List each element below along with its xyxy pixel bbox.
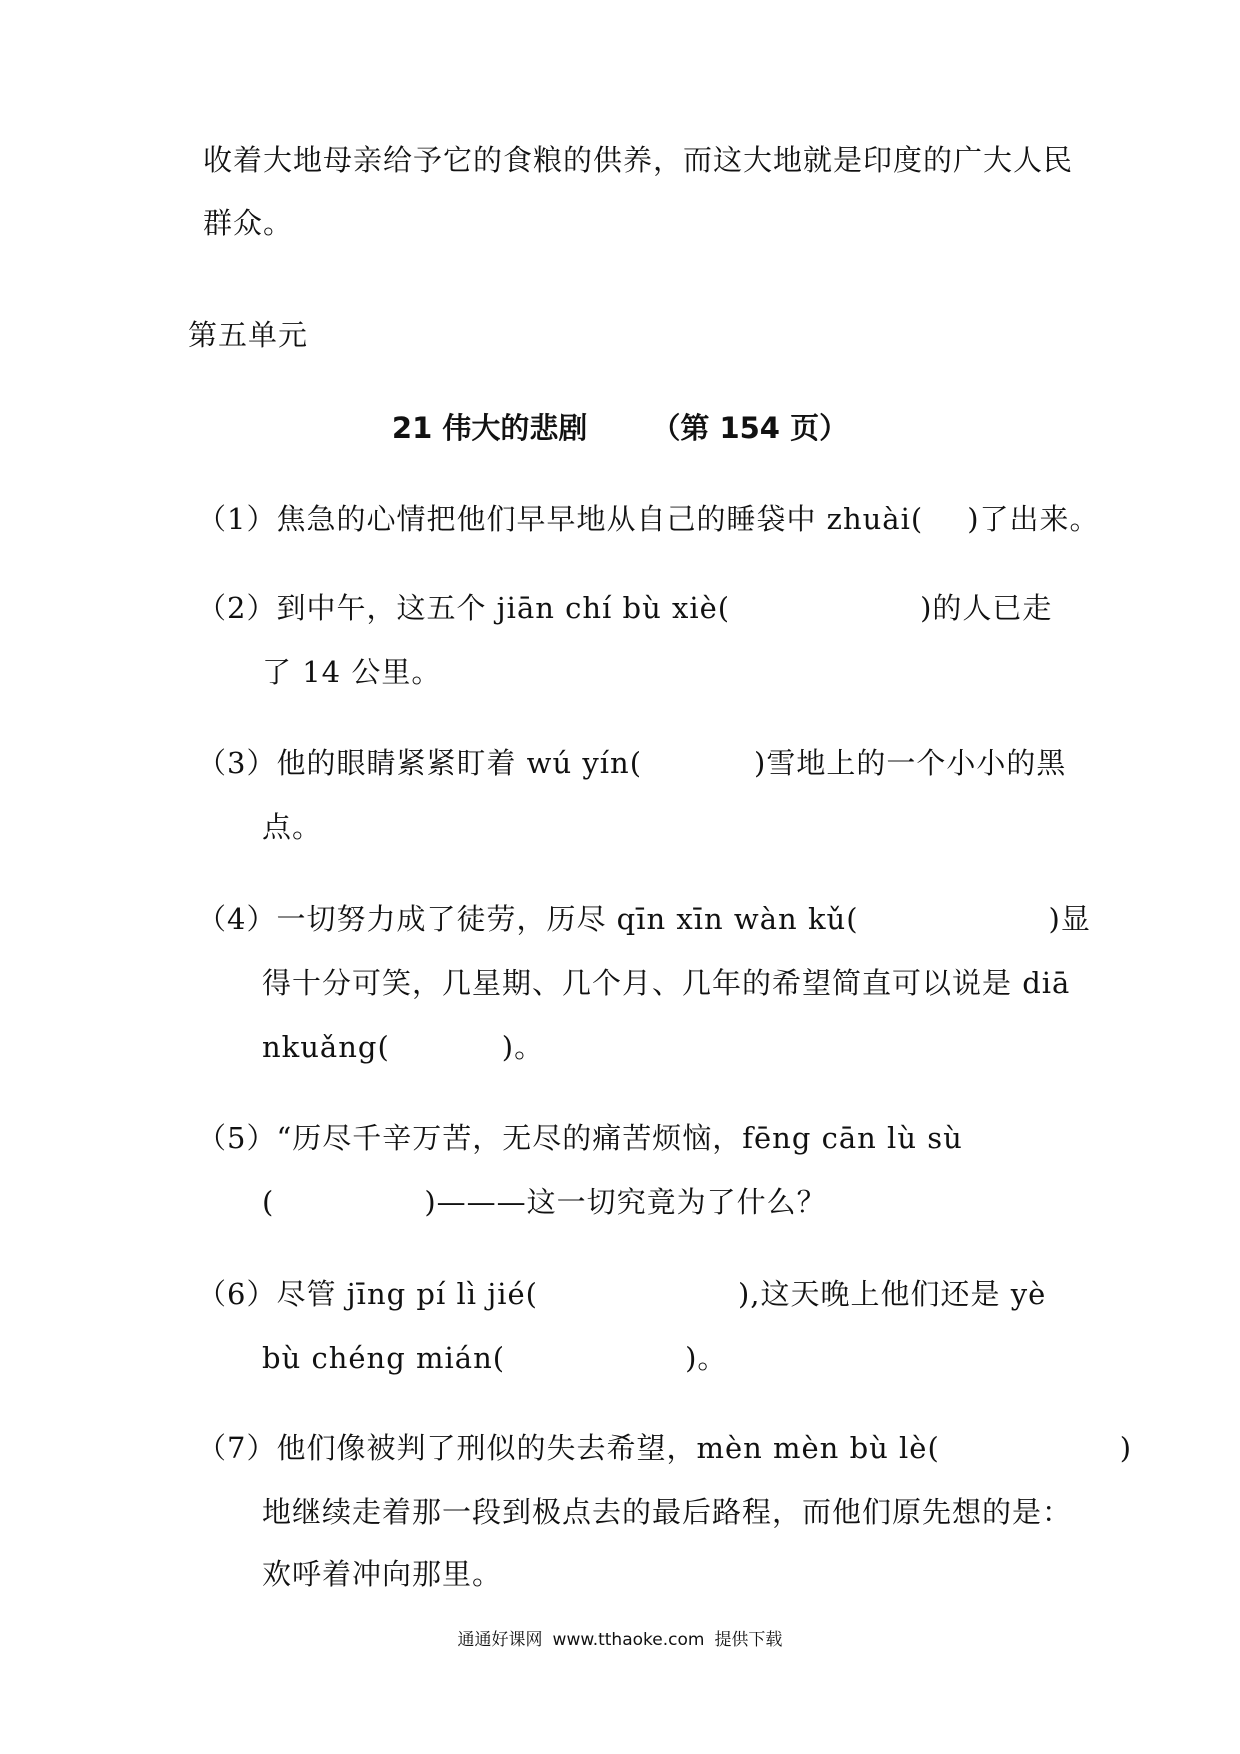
question-number: （3） <box>197 746 277 780</box>
question-text: )雪地上的一个小小的黑 <box>754 746 1067 780</box>
question-7-cont: 地继续走着那一段到极点去的最后路程，而他们原先想的是： <box>262 1495 1073 1529</box>
question-text: 他们像被判了刑似的失去希望，mèn mèn bù lè( <box>276 1431 940 1465</box>
question-2-cont: 了 14 公里。 <box>262 655 442 689</box>
question-text: )。 <box>685 1341 728 1375</box>
question-7-cont-2: 欢呼着冲向那里。 <box>262 1557 503 1591</box>
intro-line-1: 收着大地母亲给予它的食粮的供养，而这大地就是印度的广大人民 <box>203 143 1074 177</box>
question-text: )了出来。 <box>967 502 1100 536</box>
lesson-title-row <box>0 408 1240 448</box>
footer-url[interactable]: www.tthaoke.com <box>552 1630 705 1650</box>
question-number: （1） <box>197 502 277 536</box>
question-text: )的人已走 <box>920 591 1053 625</box>
lesson-page-ref: （第 154 页） <box>651 411 849 445</box>
question-text: ) <box>1119 1431 1133 1465</box>
question-text: 一切努力成了徒劳，历尽 qīn xīn wàn kǔ( <box>276 902 859 936</box>
question-text: nkuǎng( <box>262 1030 390 1064</box>
footer-note: 提供下载 <box>714 1630 783 1650</box>
question-6 <box>197 1274 1046 1314</box>
question-text: )。 <box>501 1030 545 1064</box>
lesson-title: 21 伟大的悲剧 <box>391 411 588 445</box>
question-text: )显 <box>1048 902 1091 936</box>
question-text: 尽管 jīng pí lì jié( <box>276 1277 538 1311</box>
question-number: （4） <box>197 902 277 936</box>
question-text: ( <box>262 1185 275 1219</box>
question-text: )———这一切究竟为了什么？ <box>424 1185 827 1219</box>
question-3 <box>197 743 1066 783</box>
question-number: （6） <box>197 1277 277 1311</box>
question-number: （7） <box>197 1431 277 1465</box>
question-text: 焦急的心情把他们早早地从自己的睡袋中 zhuài( <box>276 502 924 536</box>
question-text: 他的眼睛紧紧盯着 wú yín( <box>276 746 643 780</box>
question-2 <box>197 588 1052 628</box>
footer <box>0 1628 1240 1652</box>
question-6-cont <box>262 1338 727 1378</box>
question-4 <box>197 899 1091 939</box>
question-5-cont <box>262 1182 827 1222</box>
question-text: ),这天晚上他们还是 yè <box>737 1277 1047 1311</box>
footer-site-name: 通通好课网 <box>457 1630 543 1650</box>
question-4-cont-2 <box>262 1027 544 1067</box>
question-text: “历尽千辛万苦，无尽的痛苦烦恼，fēng cān lù sù <box>276 1121 963 1155</box>
question-3-cont: 点。 <box>262 810 323 844</box>
question-7 <box>197 1428 1132 1468</box>
intro-line-2: 群众。 <box>203 206 294 240</box>
question-number: （2） <box>197 591 277 625</box>
question-text: 到中午，这五个 jiān chí bù xiè( <box>276 591 731 625</box>
question-5 <box>197 1118 963 1158</box>
question-text: bù chéng mián( <box>262 1341 506 1375</box>
section-heading: 第五单元 <box>188 318 309 352</box>
question-4-cont: 得十分可笑，几星期、几个月、几年的希望简直可以说是 diā <box>262 966 1071 1000</box>
question-1 <box>197 499 1100 539</box>
question-number: （5） <box>197 1121 277 1155</box>
